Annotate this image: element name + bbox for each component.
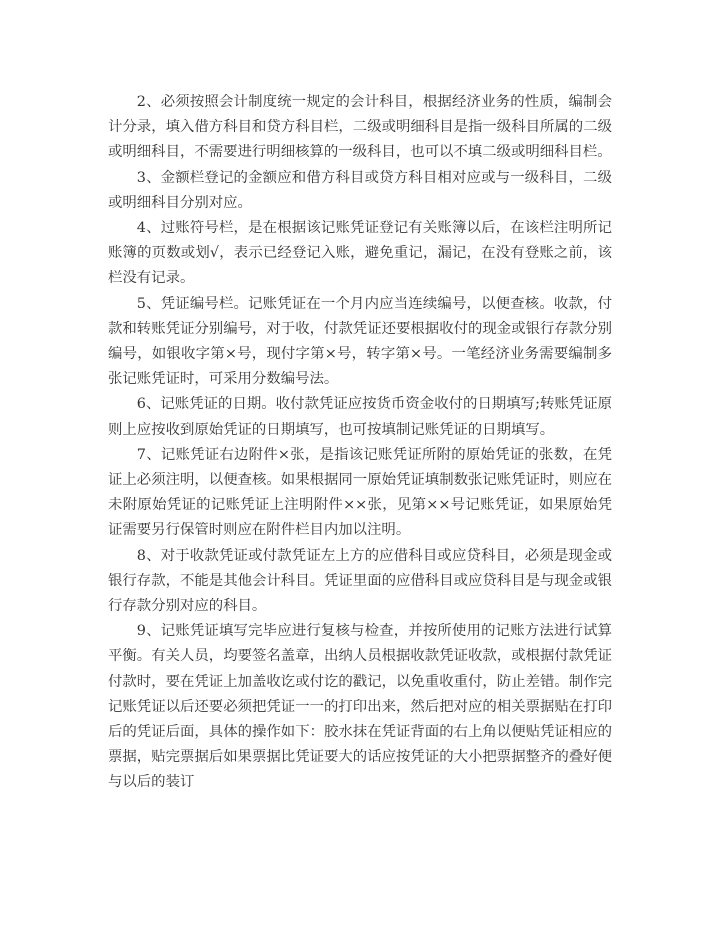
paragraph-item-3: 3、金额栏登记的金额应和借方科目或贷方科目相对应或与一级科目，二级或明细科目分别对应。 [108,169,612,211]
paragraph-item-7: 7、记账凭证右边附件×张，是指该记账凭证所附的原始凭证的张数，在凭证上必须注明，以便查核。如果根据同一原始凭证填制数张记账凭证时，则应在未附原始凭证的记账凭证上注明附件××张，见第××号记账凭证，如果原始凭证需要另行保管时则应在附件栏目内加以注明。 [108,446,612,539]
paragraph-item-2: 2、必须按照会计制度统一规定的会计科目，根据经济业务的性质，编制会计分录，填入借方科目和贷方科目栏，二级或明细科目是指一级科目所属的二级或明细科目，不需要进行明细核算的一级科目，也可以不填二级或明细科目栏。 [108,94,612,161]
paragraph-item-8: 8、对于收款凭证或付款凭证左上方的应借科目或应贷科目，必须是现金或银行存款，不能是其他会计科目。凭证里面的应借科目或应贷科目是与现金或银行存款分别对应的科目。 [108,547,612,615]
paragraph-item-5: 5、凭证编号栏。记账凭证在一个月内应当连续编号，以便查核。收款，付款和转账凭证分别编号，对于收，付款凭证还要根据收付的现金或银行存款分别编号，如银收字第×号，现付字第×号，转字第×号。一笔经济业务需要编制多张记账凭证时，可采用分数编号法。 [108,295,612,388]
paragraph-item-4: 4、过账符号栏，是在根据该记账凭证登记有关账簿以后，在该栏注明所记账簿的页数或划√，表示已经登记入账，避免重记，漏记，在没有登账之前，该栏没有记录。 [108,220,612,287]
paragraph-item-6: 6、记账凭证的日期。收付款凭证应按货币资金收付的日期填写;转账凭证原则上应按收到原始凭证的日期填写，也可按填制记账凭证的日期填写。 [108,396,612,438]
paragraph-item-9: 9、记账凭证填写完毕应进行复核与检查，并按所使用的记账方法进行试算平衡。有关人员，均要签名盖章，出纳人员根据收款凭证收款，或根据付款凭证付款时，要在凭证上加盖收讫或付讫的戳记，以免重收重付，防止差错。制作完记账凭证以后还要必须把凭证一一的打印出来，然后把对应的相关票据贴在打印后的凭证后面，具体的操作如下：胶水抹在凭证背面的右上角以便贴凭证相应的票据，贴完票据后如果票据比凭证要大的话应按凭证的大小把票据整齐的叠好便与以后的装订 [108,623,612,791]
document-body [108,90,612,796]
